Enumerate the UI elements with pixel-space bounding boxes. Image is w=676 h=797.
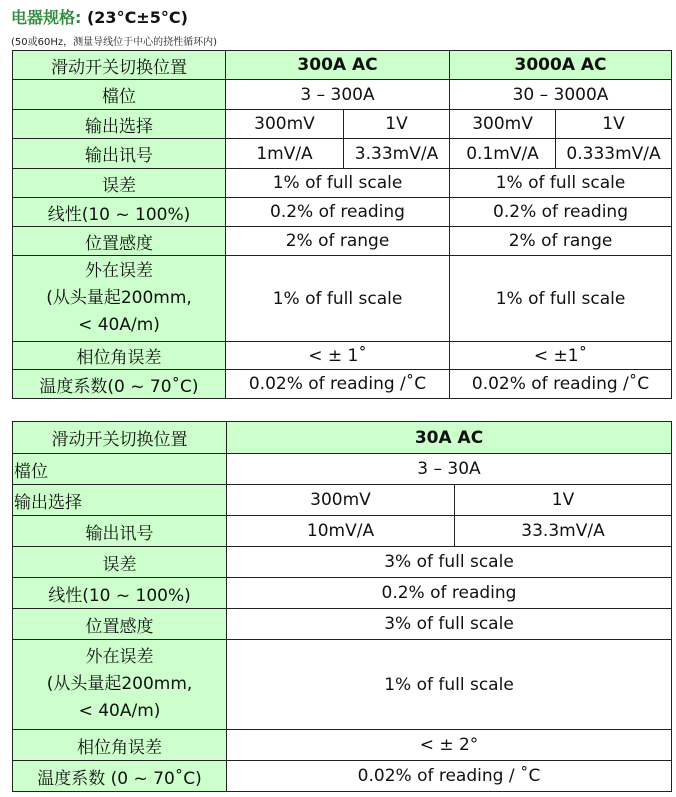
phase-error-30a: < ± 2° [227, 730, 672, 761]
table-row [13, 730, 672, 761]
table-row [13, 761, 672, 792]
output-select-cell: 300mV [227, 485, 455, 516]
range-label: 檔位 [13, 80, 226, 110]
table-row [13, 422, 672, 454]
output-signal-cell: 33.3mV/A [455, 516, 672, 547]
external-error-label-line1: 外在误差 [85, 647, 154, 667]
col-header-30a: 30A AC [227, 422, 672, 454]
error-300a: 1% of full scale [226, 169, 450, 198]
external-error-label-line2: (从头量起200mm, [46, 674, 193, 694]
title-cn: 电器规格: [11, 8, 82, 27]
output-select-cell: 1V [556, 110, 672, 139]
external-error-30a: 1% of full scale [227, 640, 672, 730]
external-error-label-line1: 外在误差 [85, 261, 153, 281]
output-signal-cell: 1mV/A [226, 139, 344, 169]
table-row [13, 169, 672, 198]
temp-coefficient-label: 温度系数(0 ~ 70˚C) [13, 370, 226, 399]
range-3000a: 30 – 3000A [450, 80, 672, 110]
external-error-label-line3: < 40A/m) [78, 315, 160, 335]
temp-coefficient-30a: 0.02% of reading / ˚C [227, 761, 672, 792]
external-error-3000a: 1% of full scale [450, 256, 672, 342]
output-signal-cell: 0.1mV/A [450, 139, 556, 169]
range-300a: 3 – 300A [226, 80, 450, 110]
error-30a: 3% of full scale [227, 547, 672, 578]
error-label: 误差 [13, 169, 226, 198]
col-header-3000a: 3000A AC [450, 51, 672, 80]
table-row [13, 640, 672, 730]
error-label: 误差 [13, 547, 227, 578]
position-300a: 2% of range [226, 227, 450, 256]
range-30a: 3 – 30A [227, 454, 672, 485]
table-row [13, 256, 672, 342]
table-row [13, 198, 672, 227]
table-row [13, 609, 672, 640]
linearity-30a: 0.2% of reading [227, 578, 672, 609]
table-row [13, 485, 672, 516]
output-select-label: 输出选择 [13, 110, 226, 139]
measurement-note: (50或60Hz，测量导线位于中心的挠性循环内) [11, 37, 218, 48]
range-label: 檔位 [13, 454, 227, 485]
position-sensitivity-label: 位置感度 [13, 227, 226, 256]
table-row [13, 578, 672, 609]
spec-table-30a [12, 421, 672, 792]
position-30a: 3% of full scale [227, 609, 672, 640]
external-error-label [13, 256, 226, 342]
output-signal-cell: 3.33mV/A [344, 139, 450, 169]
switch-position-label: 滑动开关切换位置 [13, 422, 227, 454]
title-temp: (23°C±5°C) [86, 8, 188, 27]
external-error-label-line3: < 40A/m) [78, 701, 161, 721]
position-3000a: 2% of range [450, 227, 672, 256]
output-signal-label: 输出讯号 [13, 516, 227, 547]
output-select-cell: 1V [344, 110, 450, 139]
temp-coefficient-label: 温度系数 (0 ~ 70˚C) [13, 761, 227, 792]
table-row [13, 370, 672, 399]
output-select-cell: 300mV [226, 110, 344, 139]
phase-error-label: 相位角误差 [13, 730, 227, 761]
page-title [11, 5, 188, 28]
col-header-300a: 300A AC [226, 51, 450, 80]
linearity-label: 线性(10 ~ 100%) [13, 578, 227, 609]
linearity-3000a: 0.2% of reading [450, 198, 672, 227]
table-row [13, 51, 672, 80]
table-row [13, 342, 672, 370]
external-error-label [13, 640, 227, 730]
error-3000a: 1% of full scale [450, 169, 672, 198]
temp-coefficient-300a: 0.02% of reading /˚C [226, 370, 450, 399]
linearity-300a: 0.2% of reading [226, 198, 450, 227]
phase-error-3000a: < ±1˚ [450, 342, 672, 370]
table-row [13, 80, 672, 110]
output-signal-cell: 0.333mV/A [556, 139, 672, 169]
table-row [13, 516, 672, 547]
output-select-cell: 1V [455, 485, 672, 516]
output-signal-label: 输出讯号 [13, 139, 226, 169]
phase-error-300a: < ± 1˚ [226, 342, 450, 370]
table-row [13, 139, 672, 169]
output-signal-cell: 10mV/A [227, 516, 455, 547]
spec-table-300a-3000a [12, 50, 672, 399]
linearity-label: 线性(10 ~ 100%) [13, 198, 226, 227]
temp-coefficient-3000a: 0.02% of reading /˚C [450, 370, 672, 399]
output-select-cell: 300mV [450, 110, 556, 139]
table-row [13, 110, 672, 139]
table-row [13, 454, 672, 485]
output-select-label: 输出选择 [13, 485, 227, 516]
external-error-300a: 1% of full scale [226, 256, 450, 342]
external-error-label-line2: (从头量起200mm, [46, 288, 192, 308]
table-row [13, 547, 672, 578]
switch-position-label: 滑动开关切换位置 [13, 51, 226, 80]
phase-error-label: 相位角误差 [13, 342, 226, 370]
position-sensitivity-label: 位置感度 [13, 609, 227, 640]
table-row [13, 227, 672, 256]
